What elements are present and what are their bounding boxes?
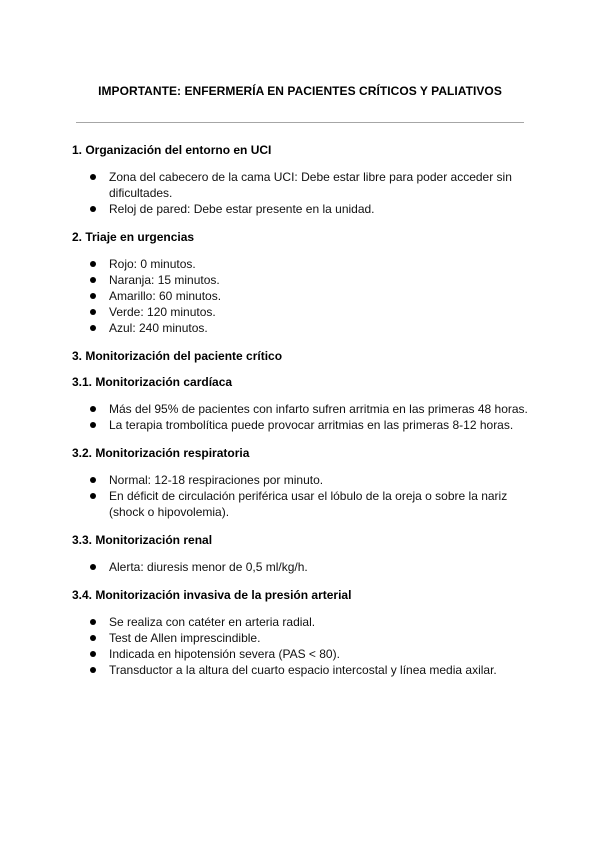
list-item: Naranja: 15 minutos. <box>72 272 532 288</box>
respiratoria-list <box>72 472 532 520</box>
list-item: Azul: 240 minutos. <box>72 320 532 336</box>
list-item: Transductor a la altura del cuarto espacio intercostal y línea media axilar. <box>72 662 532 678</box>
list-item: Indicada en hipotensión severa (PAS < 80). <box>72 646 532 662</box>
section-heading-presion-arterial: 3.4. Monitorización invasiva de la presión arterial <box>72 588 352 602</box>
list-item: Reloj de pared: Debe estar presente en la unidad. <box>72 201 532 217</box>
list-item: Alerta: diuresis menor de 0,5 ml/kg/h. <box>72 559 532 575</box>
list-item: En déficit de circulación periférica usar el lóbulo de la oreja o sobre la nariz (shock o hipovolemia). <box>72 488 532 520</box>
list-item: Test de Allen imprescindible. <box>72 630 532 646</box>
section-heading-renal: 3.3. Monitorización renal <box>72 533 213 547</box>
cardiaca-list <box>72 401 532 433</box>
section-heading-triaje: 2. Triaje en urgencias <box>72 230 195 244</box>
list-item: Se realiza con catéter en arteria radial. <box>72 614 532 630</box>
section-heading-monitorizacion: 3. Monitorización del paciente crítico <box>72 349 283 363</box>
list-item: Amarillo: 60 minutos. <box>72 288 532 304</box>
list-item: La terapia trombolítica puede provocar arritmias en las primeras 8-12 horas. <box>72 417 532 433</box>
section-heading-respiratoria: 3.2. Monitorización respiratoria <box>72 446 250 460</box>
section-heading-organizacion: 1. Organización del entorno en UCI <box>72 143 272 157</box>
triaje-list <box>72 256 532 336</box>
list-item: Zona del cabecero de la cama UCI: Debe estar libre para poder acceder sin dificultades. <box>72 169 532 201</box>
organizacion-list <box>72 169 532 217</box>
document-content <box>72 142 532 678</box>
list-item: Normal: 12-18 respiraciones por minuto. <box>72 472 532 488</box>
document-title: IMPORTANTE: ENFERMERÍA EN PACIENTES CRÍTICOS Y PALIATIVOS <box>98 84 502 98</box>
list-item: Rojo: 0 minutos. <box>72 256 532 272</box>
presion-arterial-list <box>72 614 532 678</box>
renal-list <box>72 559 532 575</box>
title-divider <box>76 122 524 123</box>
list-item: Verde: 120 minutos. <box>72 304 532 320</box>
section-heading-cardiaca: 3.1. Monitorización cardíaca <box>72 375 233 389</box>
list-item: Más del 95% de pacientes con infarto sufren arritmia en las primeras 48 horas. <box>72 401 532 417</box>
